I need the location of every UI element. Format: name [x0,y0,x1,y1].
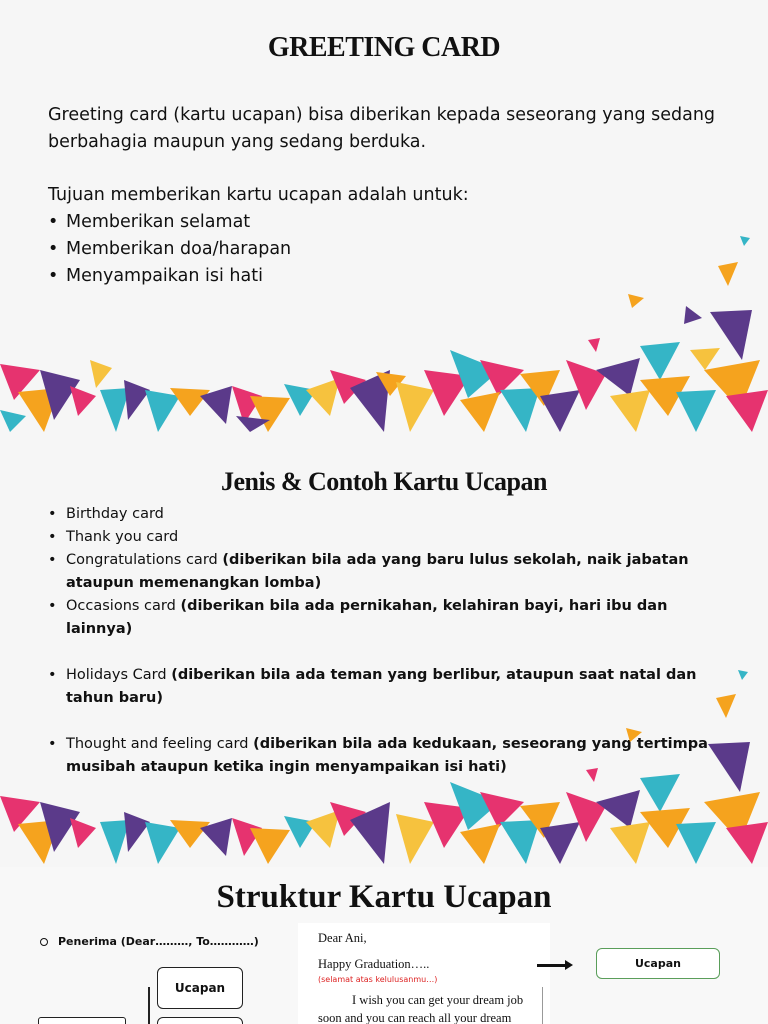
card-type-note: (diberikan bila ada pernikahan, kelahiran bayi, hari ibu dan lainnya) [66,598,668,637]
diagram-box-ucapan: Ucapan [596,948,720,979]
slide-card-types [0,433,768,867]
diagram-box [38,1017,126,1024]
letter-line: soon and you can reach all your dream [318,1011,512,1024]
slide-title: GREETING CARD [267,32,501,63]
list-item [48,503,718,526]
purpose-intro: Tujuan memberikan kartu ucapan adalah untuk: [48,185,469,205]
confetti-triangles [0,670,768,864]
card-type-note: (diberikan bila ada kedukaan, seseorang yang tertimpa musibah ataupun ketika ingin menyampaikan isi hati) [66,736,708,775]
list-item [48,549,718,595]
list-item [48,595,718,641]
list-item [48,526,718,549]
card-type-name: Congratulations card [66,552,223,568]
card-type-note: (diberikan bila ada yang baru lulus sekolah, naik jabatan ataupun memenangkan lomba) [66,552,689,591]
card-type-name: Occasions card [66,598,181,614]
diagram-box [157,1017,243,1024]
receiver-label: Penerima (Dear………, To…………) [58,935,259,948]
confetti-decoration [0,220,768,433]
card-type-name: Thank you card [66,529,179,545]
list-item: • Menyampaikan isi hati [48,263,728,290]
card-type-name: Holidays Card [66,667,172,683]
diagram-box-ucapan: Ucapan [157,967,243,1009]
arrow-right-icon [537,964,567,967]
receiver-bullet [40,935,259,948]
card-type-name: Thought and feeling card [66,736,254,752]
letter-greeting: Dear Ani, [318,931,367,945]
letter-translation: (selamat atas kelulusanmu…) [318,975,438,984]
letter-line: I wish you can get your dream job [352,993,524,1007]
card-type-note: (diberikan bila ada teman yang berlibur, ataupun saat natal dan tahun baru) [66,667,697,706]
confetti-decoration [0,658,768,867]
sample-letter [298,923,550,1024]
letter-wish: Happy Graduation….. [318,957,430,971]
list-item: • Memberikan doa/harapan [48,236,728,263]
confetti-triangles [0,236,768,432]
slide-greeting-card [0,0,768,433]
card-type-name: Birthday card [66,506,164,522]
letter-bracket [542,987,543,1024]
list-item: • Memberikan selamat [48,209,728,236]
slide-card-structure [0,867,768,1024]
diagram-connector [148,987,150,1024]
slide-title: Struktur Kartu Ucapan [216,879,552,915]
slide-title: Jenis & Contoh Kartu Ucapan [221,467,547,496]
circle-bullet-icon [40,938,48,946]
intro-paragraph: Greeting card (kartu ucapan) bisa diberikan kepada seseorang yang sedang berbahagia maupun yang sedang berduka. [48,105,716,152]
